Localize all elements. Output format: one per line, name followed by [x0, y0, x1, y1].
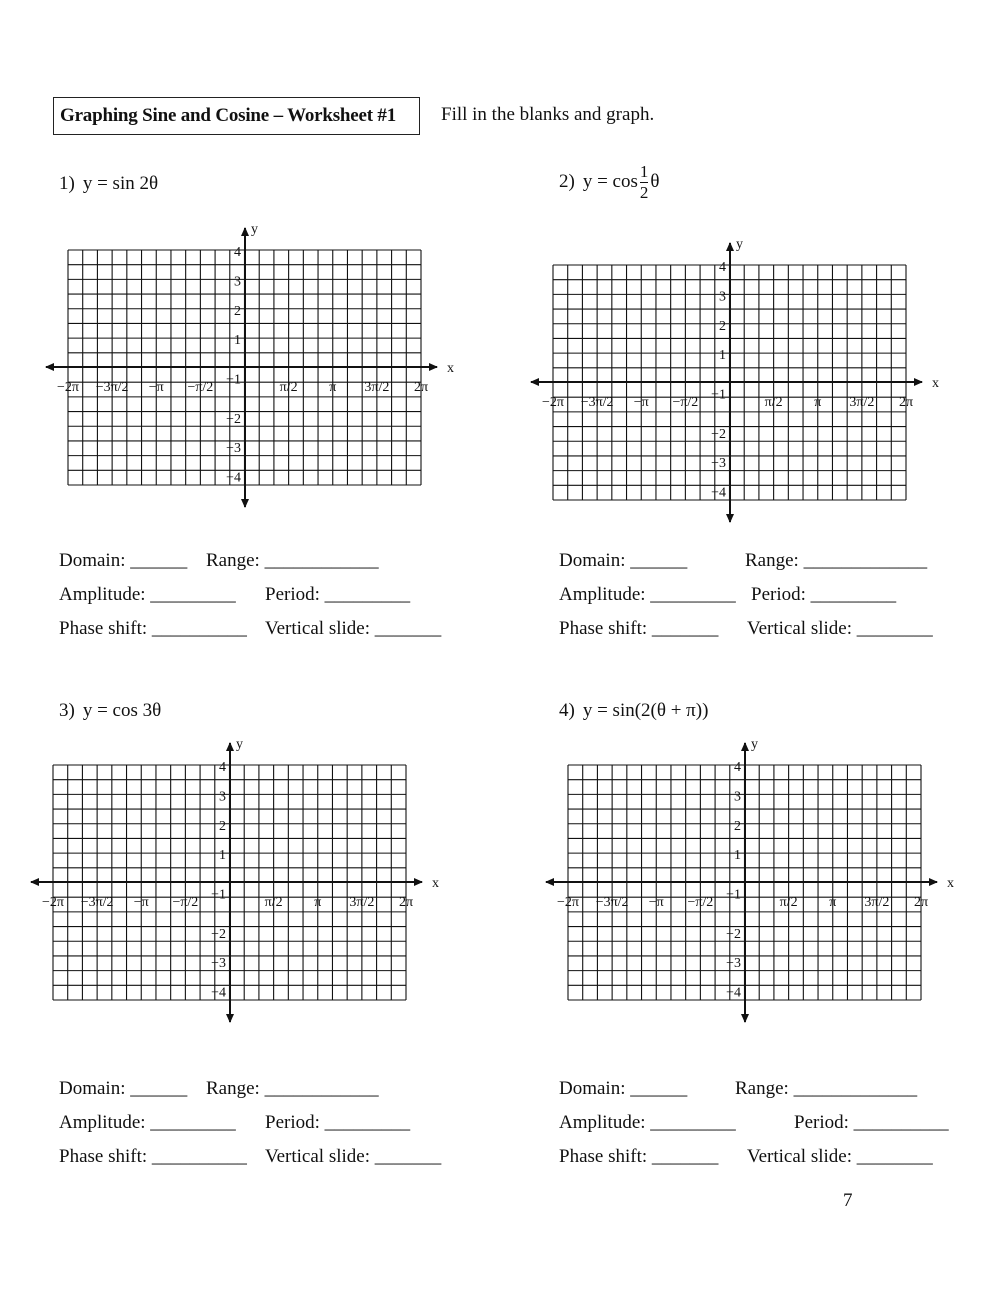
y-tick-label: 1: [219, 848, 226, 864]
x-tick-label: −2π: [557, 895, 579, 910]
x-tick-label: π/2: [779, 895, 798, 910]
problem-2-label: [559, 162, 659, 203]
period-blank[interactable]: Period: _________: [751, 584, 897, 605]
vertical-slide-blank[interactable]: Vertical slide: _______: [265, 618, 442, 639]
y-axis-label: y: [751, 737, 758, 752]
range-blank[interactable]: Range: _____________: [735, 1078, 918, 1099]
x-axis-label: x: [947, 876, 954, 891]
x-tick-label: −π: [148, 380, 164, 395]
x-tick-label: 3π/2: [864, 895, 890, 910]
graph-grid-4[interactable]: [540, 733, 970, 1033]
axes: [546, 743, 937, 1022]
amplitude-blank[interactable]: Amplitude: _________: [59, 1112, 236, 1133]
y-tick-label: −4: [726, 985, 741, 1001]
domain-blank[interactable]: Domain: ______: [59, 1078, 188, 1099]
y-tick-label: 4: [219, 760, 226, 775]
graph-grid-3[interactable]: [25, 733, 455, 1033]
range-blank[interactable]: Range: ____________: [206, 550, 379, 571]
x-tick-label: −2π: [42, 895, 64, 910]
y-tick-label: 1: [734, 848, 741, 864]
y-tick-label: −1: [726, 887, 741, 903]
y-tick-label: 3: [234, 274, 241, 290]
x-tick-label: −π: [133, 895, 149, 910]
x-axis-label: x: [447, 361, 454, 376]
vertical-slide-blank[interactable]: Vertical slide: ________: [747, 618, 933, 639]
answers-block-4: [559, 1072, 979, 1174]
y-tick-label: −4: [711, 485, 726, 501]
y-tick-label: −3: [711, 456, 726, 472]
x-tick-label: −3π/2: [95, 380, 129, 395]
x-tick-label: −π/2: [687, 895, 714, 910]
y-tick-label: −2: [211, 926, 226, 942]
period-blank[interactable]: Period: _________: [265, 584, 411, 605]
x-tick-label: −3π/2: [595, 895, 629, 910]
x-axis-label: x: [432, 876, 439, 891]
answers-block-3: [59, 1072, 479, 1174]
phase-shift-blank[interactable]: Phase shift: _______: [559, 618, 719, 639]
problem-1-label: [59, 173, 158, 195]
vertical-slide-blank[interactable]: Vertical slide: _______: [265, 1146, 442, 1167]
x-tick-label: π/2: [764, 395, 783, 410]
phase-shift-blank[interactable]: Phase shift: __________: [59, 618, 247, 639]
y-tick-label: −3: [211, 956, 226, 972]
y-tick-label: 3: [734, 789, 741, 805]
y-tick-label: 2: [234, 303, 241, 319]
y-tick-label: 2: [719, 318, 726, 334]
graph-grid-1[interactable]: [40, 218, 470, 518]
problem-equation: y = sin 2θ: [82, 173, 159, 194]
x-tick-label: −3π/2: [80, 895, 114, 910]
x-tick-label: −π/2: [187, 380, 214, 395]
y-tick-label: −3: [726, 956, 741, 972]
problem-equation-suffix: θ: [650, 170, 660, 192]
problem-number: 3): [59, 700, 75, 721]
vertical-slide-blank[interactable]: Vertical slide: ________: [747, 1146, 933, 1167]
domain-blank[interactable]: Domain: ______: [559, 550, 688, 571]
x-tick-label: π/2: [264, 895, 283, 910]
problem-4-label: [559, 700, 708, 722]
phase-shift-blank[interactable]: Phase shift: _______: [559, 1146, 719, 1167]
amplitude-blank[interactable]: Amplitude: _________: [559, 1112, 736, 1133]
y-tick-label: 4: [719, 260, 726, 275]
problem-equation: y = cos 3θ: [82, 700, 162, 721]
x-tick-label: −π/2: [672, 395, 699, 410]
x-tick-label: π: [329, 380, 337, 395]
x-tick-label: 2π: [413, 380, 429, 395]
x-tick-label: −π: [633, 395, 649, 410]
range-blank[interactable]: Range: ____________: [206, 1078, 379, 1099]
y-axis-label: y: [736, 237, 743, 252]
y-tick-label: −1: [211, 887, 226, 903]
amplitude-blank[interactable]: Amplitude: _________: [559, 584, 736, 605]
y-tick-label: 4: [734, 760, 741, 775]
domain-blank[interactable]: Domain: ______: [559, 1078, 688, 1099]
problem-equation: y = cos: [582, 170, 638, 192]
answers-block-2: [559, 544, 979, 646]
y-axis-label: y: [251, 222, 258, 237]
page-number: 7: [843, 1190, 853, 1211]
problem-3-label: [59, 700, 161, 722]
x-tick-label: −2π: [542, 395, 564, 410]
x-tick-label: −π/2: [172, 895, 199, 910]
x-tick-label: 3π/2: [349, 895, 375, 910]
domain-blank[interactable]: Domain: ______: [59, 550, 188, 571]
period-blank[interactable]: Period: _________: [265, 1112, 411, 1133]
x-tick-label: π: [814, 395, 822, 410]
y-tick-label: −4: [226, 470, 241, 486]
x-tick-label: π: [829, 895, 837, 910]
instructions: Fill in the blanks and graph.: [441, 104, 655, 125]
y-tick-label: 1: [234, 333, 241, 349]
y-axis-label: y: [236, 737, 243, 752]
problem-number: 4): [559, 700, 575, 721]
y-tick-label: −2: [711, 426, 726, 442]
y-tick-label: −4: [211, 985, 226, 1001]
y-tick-label: −2: [726, 926, 741, 942]
worksheet-title: Graphing Sine and Cosine – Worksheet #1: [53, 97, 420, 135]
x-tick-label: π: [314, 895, 322, 910]
problem-number: 2): [559, 170, 575, 192]
y-tick-label: 3: [719, 289, 726, 305]
axes: [531, 243, 922, 522]
period-blank[interactable]: Period: __________: [794, 1112, 949, 1133]
x-tick-label: 2π: [398, 895, 414, 910]
x-axis-label: x: [932, 376, 939, 391]
x-tick-label: π/2: [279, 380, 298, 395]
axes: [31, 743, 422, 1022]
x-tick-label: 2π: [898, 395, 914, 410]
y-tick-label: −3: [226, 441, 241, 457]
problem-number: 1): [59, 173, 75, 194]
x-tick-label: −2π: [57, 380, 79, 395]
problem-equation: y = sin(2(θ + π)): [582, 700, 709, 721]
graph-grid-2[interactable]: [525, 233, 955, 533]
y-tick-label: −1: [711, 387, 726, 403]
phase-shift-blank[interactable]: Phase shift: __________: [59, 1146, 247, 1167]
y-tick-label: 2: [219, 818, 226, 834]
range-blank[interactable]: Range: _____________: [745, 550, 928, 571]
y-tick-label: −1: [226, 372, 241, 388]
x-tick-label: −3π/2: [580, 395, 614, 410]
y-tick-label: 4: [234, 245, 241, 260]
x-tick-label: 3π/2: [364, 380, 390, 395]
answers-block-1: [59, 544, 479, 646]
equation-fraction: $\frac{1}{2}$: [639, 162, 649, 202]
y-tick-label: −2: [226, 411, 241, 427]
x-tick-label: 2π: [913, 895, 929, 910]
y-tick-label: 3: [219, 789, 226, 805]
amplitude-blank[interactable]: Amplitude: _________: [59, 584, 236, 605]
y-tick-label: 2: [734, 818, 741, 834]
x-tick-label: −π: [648, 895, 664, 910]
axes: [46, 228, 437, 507]
y-tick-label: 1: [719, 348, 726, 364]
x-tick-label: 3π/2: [849, 395, 875, 410]
